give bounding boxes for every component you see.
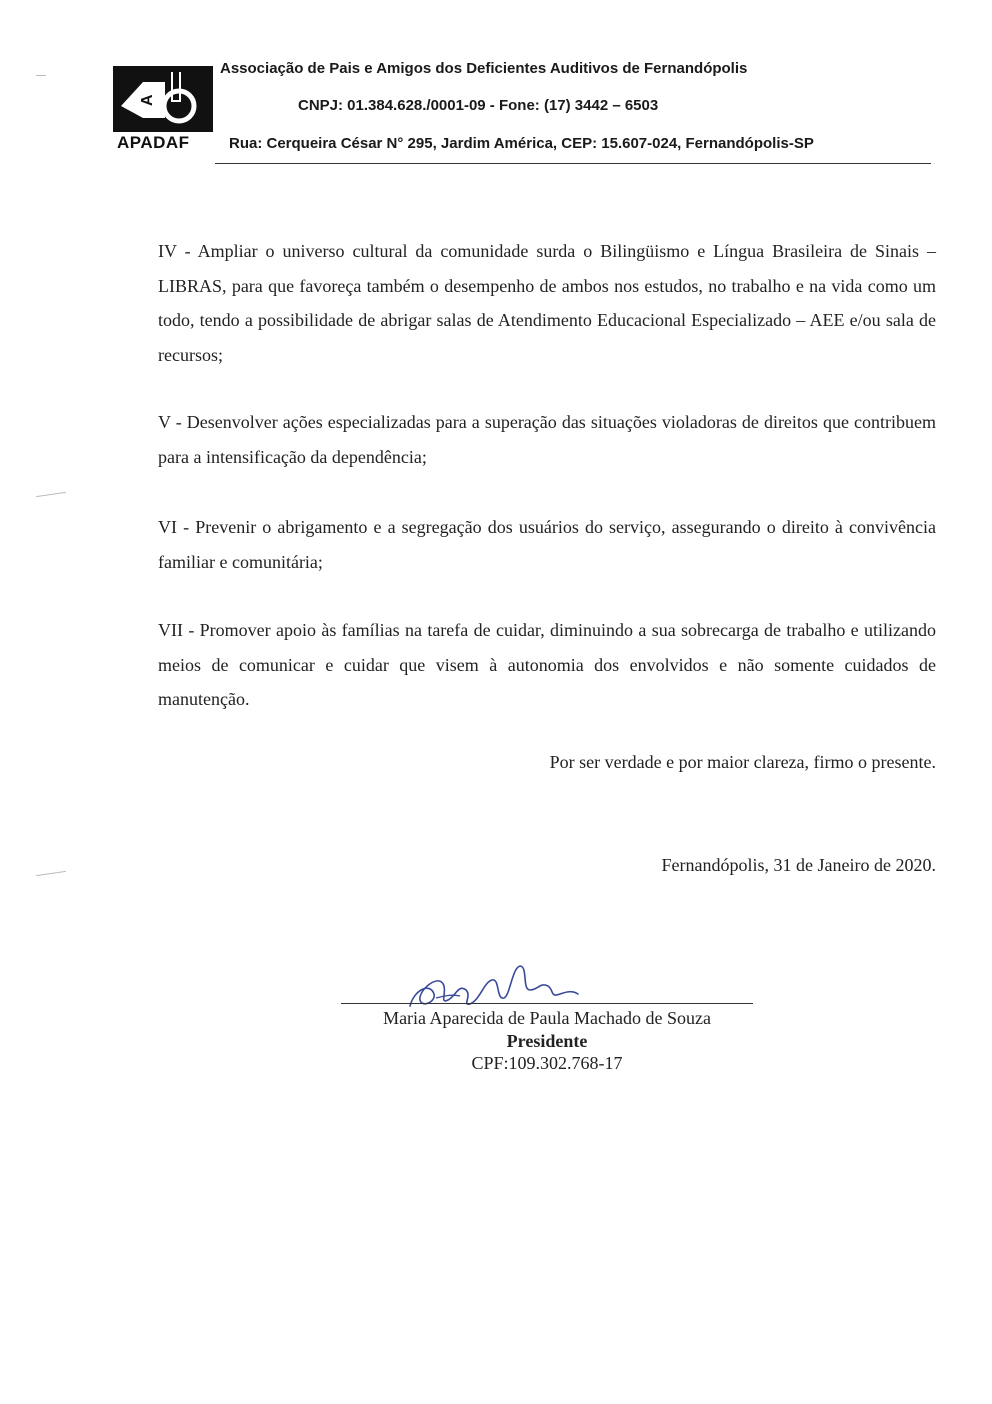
signature-line xyxy=(341,1003,753,1004)
header-divider xyxy=(215,163,931,164)
scan-artifact xyxy=(36,492,66,497)
signer-cpf: CPF:109.302.768-17 xyxy=(471,1053,623,1073)
organization-name: Associação de Pais e Amigos dos Deficientes Auditivos de Fernandópolis xyxy=(220,60,748,77)
svg-text:A: A xyxy=(139,94,156,106)
organization-address: Rua: Cerqueira César N° 295, Jardim América, CEP: 15.607-024, Fernandópolis-SP xyxy=(229,135,814,152)
date-line: Fernandópolis, 31 de Janeiro de 2020. xyxy=(661,855,936,875)
logo-wordmark: APADAF xyxy=(117,133,190,152)
paragraph-vi: VI - Prevenir o abrigamento e a segregação dos usuários do serviço, assegurando o direito à convivência familiar e comunitária; xyxy=(158,517,936,572)
letterhead xyxy=(0,0,992,170)
organization-cnpj-phone: CNPJ: 01.384.628./0001-09 - Fone: (17) 3442 – 6503 xyxy=(298,97,659,114)
paragraph-iv: IV - Ampliar o universo cultural da comunidade surda o Bilingüismo e Língua Brasileira de Sinais – LIBRAS, para que favoreça também o desempenho de ambos nos estudos, no trabalho e na vida como um todo, tendo a possibilidade de abrigar salas de Atendimento Educacional Especializado – AEE e/ou sala de recursos; xyxy=(158,241,936,365)
scan-artifact xyxy=(36,75,46,76)
paragraph-vii: VII - Promover apoio às famílias na tarefa de cuidar, diminuindo a sua sobrecarga de trabalho e utilizando meios de comunicar e cuidar que visem à autonomia dos envolvidos e não somente cuidados de manutenção. xyxy=(158,620,936,709)
paragraph-v: V - Desenvolver ações especializadas para a superação das situações violadoras de direitos que contribuem para a intensificação da dependência; xyxy=(158,412,936,467)
scan-artifact xyxy=(36,871,66,876)
closing-statement: Por ser verdade e por maior clareza, firmo o presente. xyxy=(549,752,936,772)
signer-name: Maria Aparecida de Paula Machado de Souza xyxy=(383,1008,711,1028)
signer-role: Presidente xyxy=(506,1031,588,1051)
